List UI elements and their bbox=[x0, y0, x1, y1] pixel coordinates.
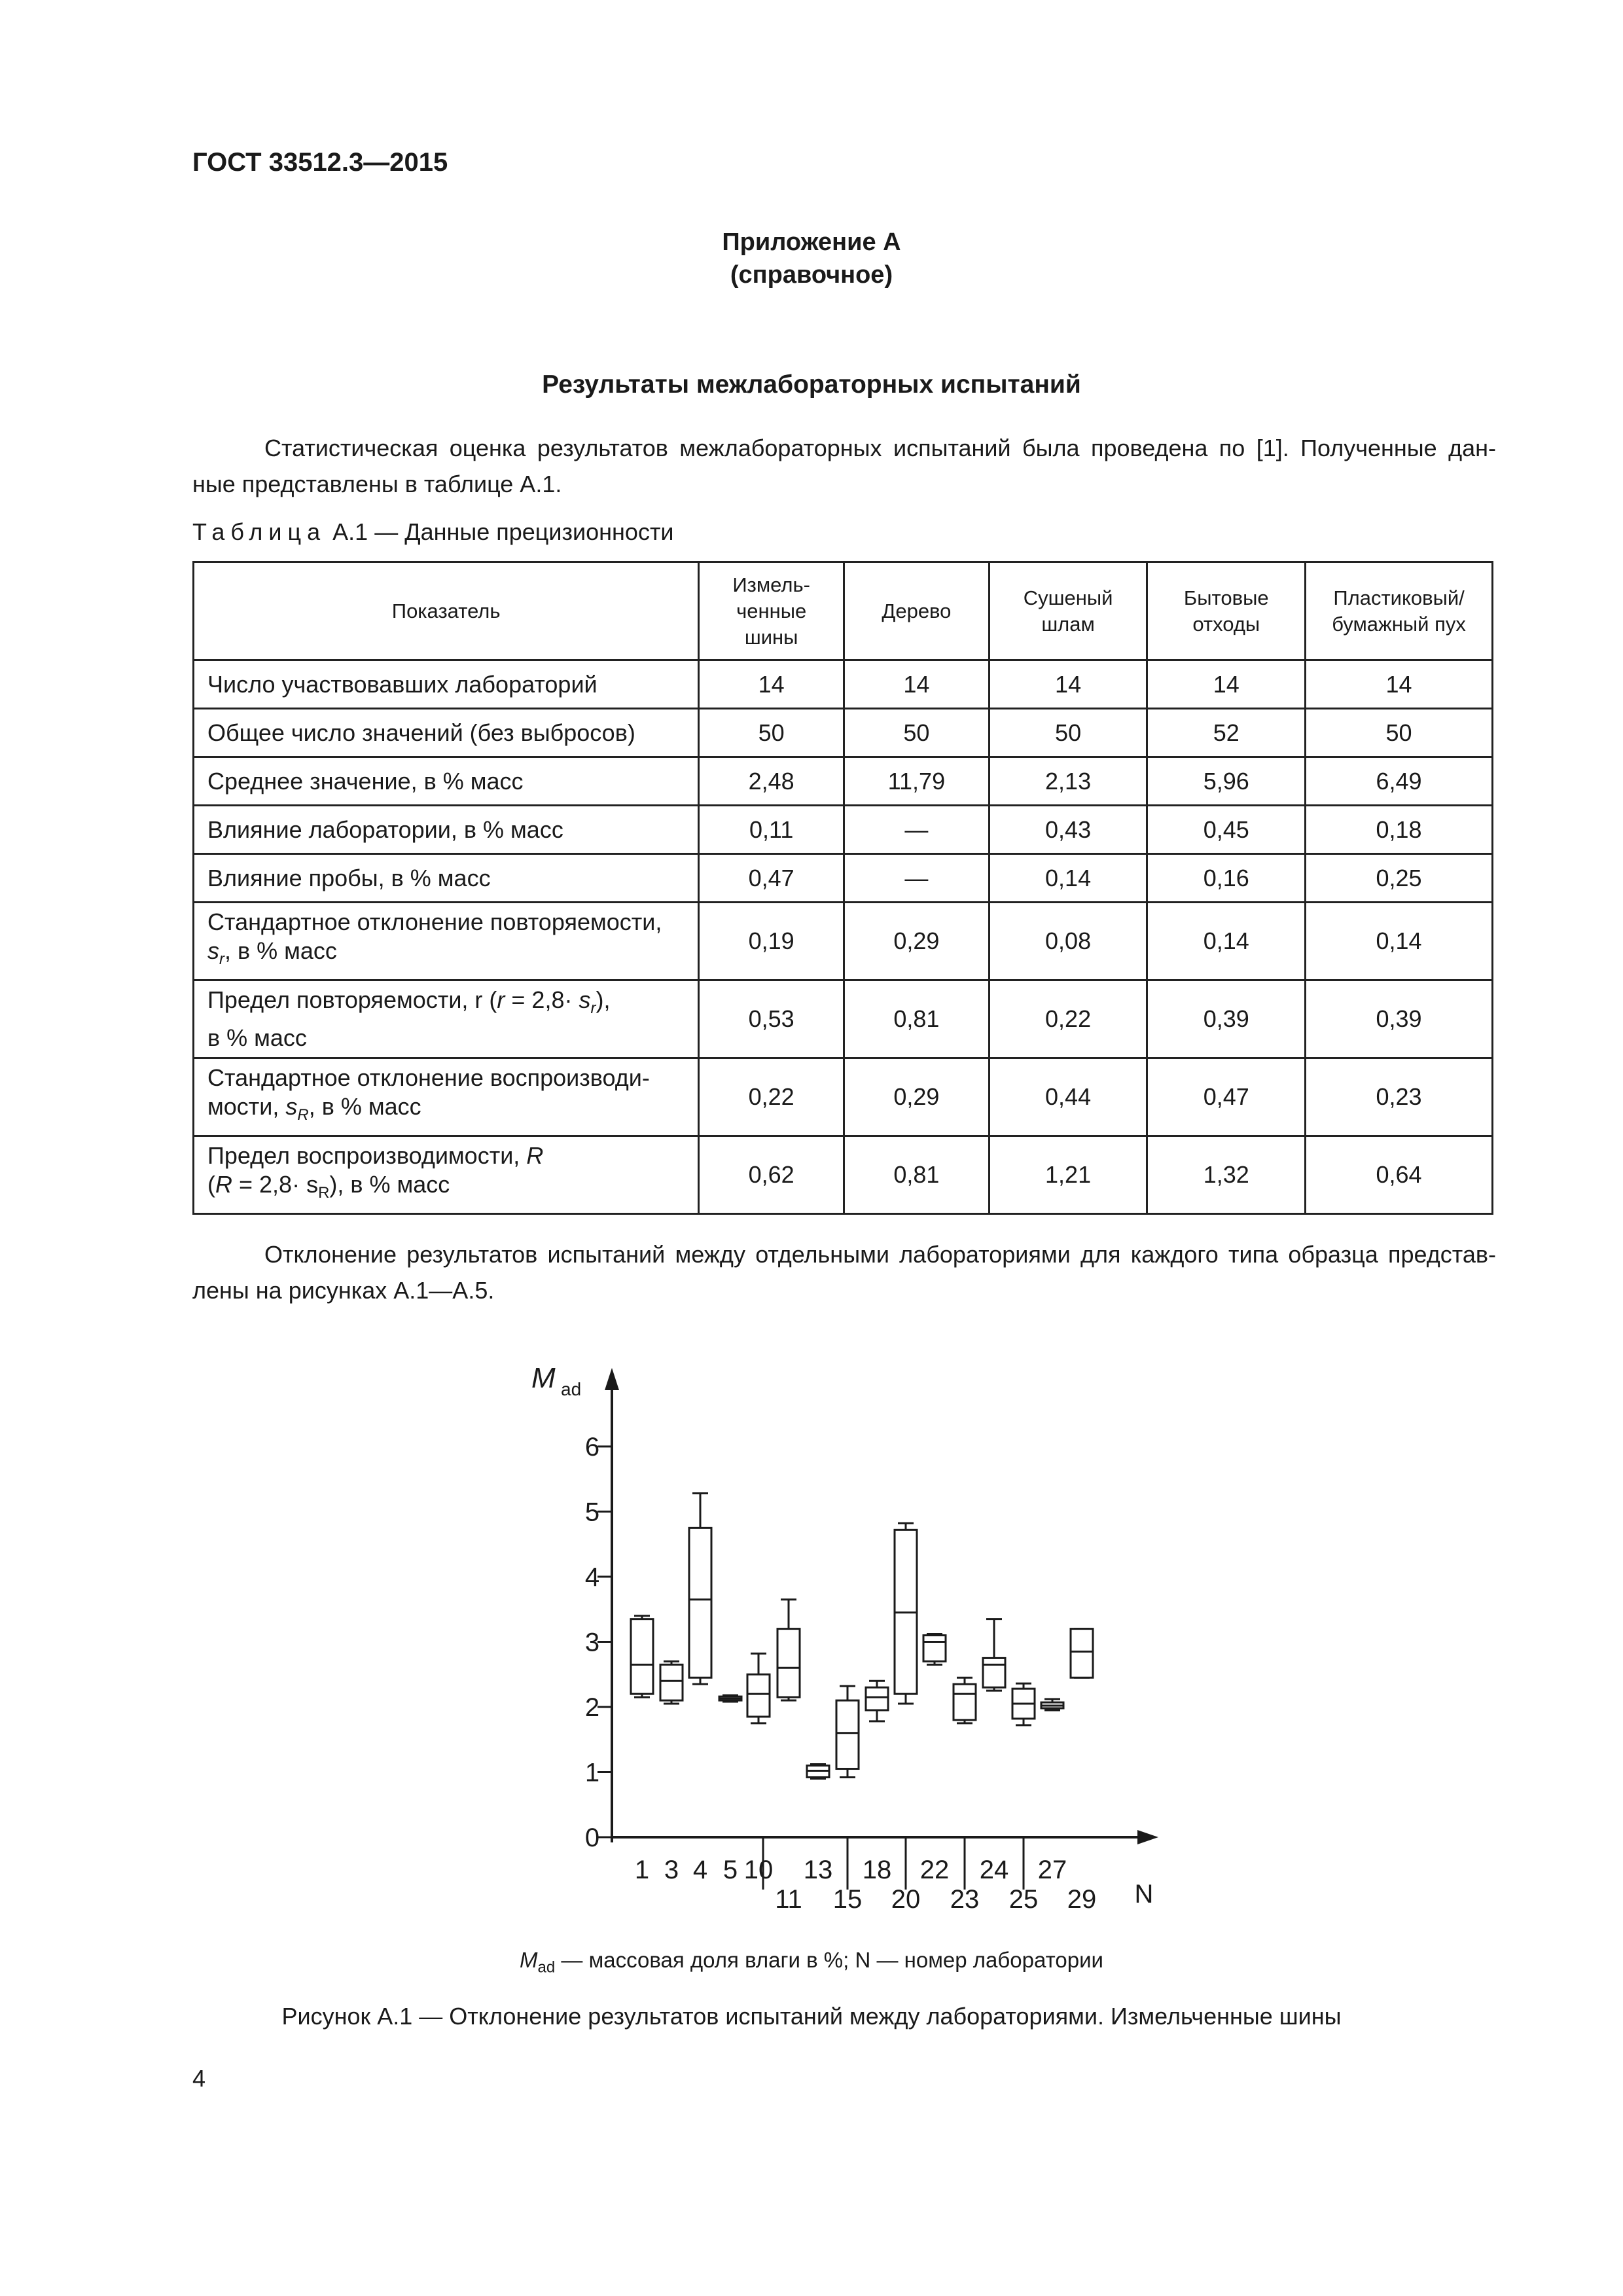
header-indicator: Показатель bbox=[194, 562, 699, 660]
document-header: ГОСТ 33512.3—2015 bbox=[192, 148, 448, 177]
annex-type: (справочное) bbox=[730, 261, 893, 289]
figure-legend: $M_{ad}$ — массовая доля влаги в %; N — номер лаборатории bbox=[520, 1948, 1103, 1977]
header-household-waste: Бытовые отходы bbox=[1147, 562, 1306, 660]
table-row: Стандартное отклонение повторяемости, $s_r$, в % масс 0,19 0,29 0,08 0,14 0,14 bbox=[194, 903, 1493, 980]
box-lab-4 bbox=[689, 1528, 711, 1677]
y-tick-label: 2 bbox=[584, 1693, 600, 1722]
x-tick-label: 3 bbox=[664, 1856, 679, 1884]
box-lab-1 bbox=[631, 1619, 653, 1694]
y-tick-label: 3 bbox=[584, 1628, 600, 1657]
table-row: Число участвовавших лабораторий 14 14 14 14 14 bbox=[194, 660, 1493, 709]
y-axis-label: M bbox=[531, 1362, 556, 1394]
x-tick-label: 4 bbox=[692, 1856, 708, 1884]
header-plastic-paper-fluff: Пластиковый/ бумажный пух bbox=[1306, 562, 1493, 660]
header-dried-sludge: Сушеный шлам bbox=[989, 562, 1147, 660]
deviation-line-2: лены на рисунках А.1—А.5. bbox=[192, 1277, 495, 1304]
y-axis-arrow bbox=[605, 1368, 619, 1390]
figure-caption: Рисунок А.1 — Отклонение результатов испытаний между лабораториями. Измельченные шины bbox=[281, 2003, 1342, 2030]
x-tick-label: 22 bbox=[919, 1856, 950, 1884]
box-lab-3 bbox=[660, 1664, 683, 1700]
x-tick-label: 15 bbox=[832, 1885, 863, 1914]
annex-title: Приложение А bbox=[722, 228, 901, 256]
box-lab-11 bbox=[777, 1629, 800, 1697]
x-tick-label: 1 bbox=[634, 1856, 650, 1884]
x-axis-label: N bbox=[1134, 1880, 1154, 1909]
y-tick-label: 4 bbox=[584, 1563, 600, 1592]
header-shredded-tires: Измель- ченные шины bbox=[699, 562, 844, 660]
table-row: Предел повторяемости, r $(r = 2,8\cdot s_r)$, в % масс 0,53 0,81 0,22 0,39 0,39 bbox=[194, 980, 1493, 1058]
y-tick-label: 1 bbox=[584, 1758, 600, 1787]
x-tick-label: 24 bbox=[979, 1856, 1009, 1884]
box-lab-10 bbox=[747, 1674, 770, 1717]
box-lab-29 bbox=[1071, 1629, 1093, 1678]
x-tick-label: 23 bbox=[950, 1885, 980, 1914]
y-tick-label: 5 bbox=[584, 1498, 600, 1527]
table-row: Предел воспроизводимости, R $(R = 2,8\cdot s_R)$, в % масс 0,62 0,81 1,21 1,32 0,64 bbox=[194, 1136, 1493, 1214]
header-wood: Дерево bbox=[844, 562, 990, 660]
box-lab-23 bbox=[954, 1684, 976, 1720]
x-tick-label: 18 bbox=[862, 1856, 892, 1884]
table-row: Общее число значений (без выбросов) 50 50 50 52 50 bbox=[194, 709, 1493, 757]
table-caption-prefix: Таблица bbox=[192, 518, 327, 545]
table-row: Среднее значение, в % масс 2,48 11,79 2,13 5,96 6,49 bbox=[194, 757, 1493, 806]
box-lab-15 bbox=[836, 1700, 859, 1768]
table-caption-rest: А.1 — Данные прецизионности bbox=[326, 518, 674, 545]
x-tick-label: 5 bbox=[722, 1856, 738, 1884]
page-number: 4 bbox=[192, 2065, 206, 2092]
table-row: Влияние лаборатории, в % масс 0,11 — 0,43 0,45 0,18 bbox=[194, 806, 1493, 854]
x-tick-label: 10 bbox=[743, 1856, 774, 1884]
x-axis-arrow bbox=[1137, 1830, 1158, 1844]
intro-line-2: ные представлены в таблице А.1. bbox=[192, 471, 562, 497]
y-tick-label: 0 bbox=[584, 1823, 600, 1852]
y-axis-label-sub: ad bbox=[561, 1379, 582, 1399]
x-tick-label: 11 bbox=[775, 1885, 802, 1914]
box-lab-22 bbox=[923, 1636, 946, 1662]
x-tick-label: 20 bbox=[891, 1885, 921, 1914]
box-lab-24 bbox=[983, 1658, 1005, 1687]
intro-line-1: Статистическая оценка результатов межлабораторных испытаний была проведена по [1]. Полученные дан- bbox=[264, 435, 1496, 461]
x-tick-label: 25 bbox=[1008, 1885, 1039, 1914]
x-tick-label: 13 bbox=[803, 1856, 833, 1884]
chart-root bbox=[531, 1362, 1158, 1914]
deviation-line-1: Отклонение результатов испытаний между отдельными лабораториями для каждого типа образца представ- bbox=[264, 1241, 1496, 1268]
y-tick-label: 6 bbox=[584, 1433, 600, 1462]
box-lab-18 bbox=[866, 1687, 888, 1710]
section-title: Результаты межлабораторных испытаний bbox=[542, 370, 1081, 399]
x-tick-label: 27 bbox=[1037, 1856, 1067, 1884]
x-tick-label: 29 bbox=[1067, 1885, 1097, 1914]
table-row: Влияние пробы, в % масс 0,47 — 0,14 0,16 0,25 bbox=[194, 854, 1493, 903]
table-row: Стандартное отклонение воспроизводи- мости, $s_R$, в % масс 0,22 0,29 0,44 0,47 0,23 bbox=[194, 1058, 1493, 1136]
